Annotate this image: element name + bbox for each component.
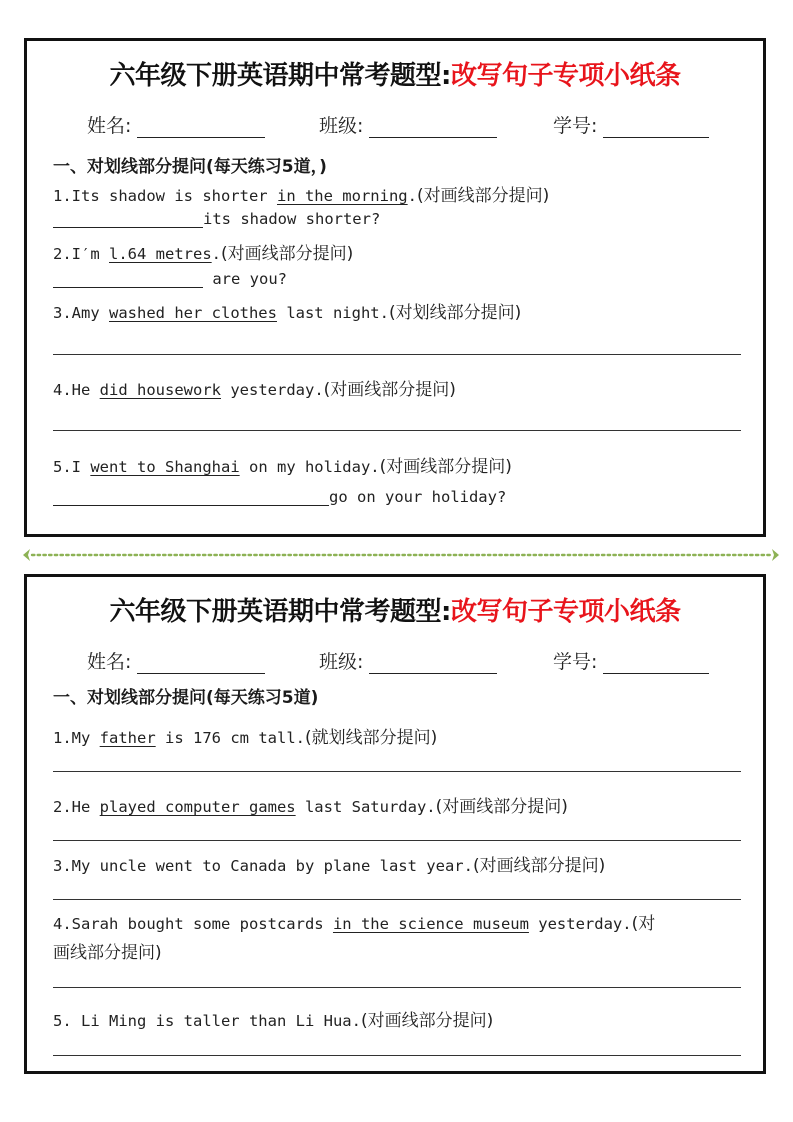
student-info-row bbox=[27, 111, 763, 137]
question-4-hint-cont: 画线部分提问) bbox=[53, 943, 162, 963]
question-hint: (对划线部分提问) bbox=[388, 303, 522, 323]
question-hint: (对画线部分提问) bbox=[323, 380, 456, 400]
section-heading: 一、对划线部分提问(每天练习5道) bbox=[53, 688, 319, 708]
number-label: 学号: bbox=[553, 115, 598, 137]
title-main: 六年级下册英语期中常考题型: bbox=[109, 597, 451, 627]
question-1: 1.My father is 176 cm tall.(就划线部分提问) bbox=[53, 728, 438, 748]
underlined-phrase: in the morning bbox=[276, 187, 408, 205]
answer-line-4[interactable] bbox=[53, 430, 741, 431]
number-label: 学号: bbox=[553, 651, 598, 673]
name-label: 姓名: bbox=[87, 651, 132, 673]
number-field[interactable] bbox=[553, 647, 709, 674]
question-hint: (对画线部分提问) bbox=[379, 457, 512, 477]
question-2: 2.I′m l.64 metres.(对画线部分提问) bbox=[53, 244, 354, 264]
underlined-phrase: l.64 metres bbox=[109, 245, 212, 263]
number-blank[interactable] bbox=[603, 117, 709, 138]
class-field[interactable] bbox=[319, 647, 497, 674]
name-label: 姓名: bbox=[87, 115, 132, 137]
section-heading: 一、对划线部分提问(每天练习5道，) bbox=[53, 157, 327, 177]
title-highlight: 改写句子专项小纸条 bbox=[450, 597, 681, 627]
answer-blank[interactable] bbox=[53, 487, 329, 506]
underlined-phrase: washed her clothes bbox=[109, 304, 277, 322]
question-hint: (对画线部分提问) bbox=[435, 797, 568, 817]
question-hint: (对画线部分提问) bbox=[472, 856, 606, 876]
class-blank[interactable] bbox=[369, 653, 497, 674]
student-info-row bbox=[27, 647, 763, 673]
question-hint: (对画线部分提问) bbox=[360, 1011, 494, 1031]
question-hint: (对 bbox=[631, 914, 656, 934]
question-5: 5. Li Ming is taller than Li Hua.(对画线部分提问) bbox=[53, 1011, 494, 1031]
answer-line-3[interactable] bbox=[53, 354, 741, 355]
answer-line-5[interactable]: go on your holiday? bbox=[53, 487, 506, 506]
name-blank[interactable] bbox=[137, 653, 265, 674]
question-hint: (对画线部分提问) bbox=[416, 186, 550, 206]
number-blank[interactable] bbox=[603, 653, 709, 674]
answer-line-2[interactable]: are you? bbox=[53, 269, 287, 288]
class-label: 班级: bbox=[319, 651, 364, 673]
answer-line-1[interactable] bbox=[53, 771, 741, 772]
question-4: 4.Sarah bought some postcards in the science museum yesterday.(对 bbox=[53, 914, 656, 934]
title-main: 六年级下册英语期中常考题型: bbox=[109, 61, 451, 91]
answer-line-1[interactable]: its shadow shorter? bbox=[53, 209, 380, 228]
title-highlight: 改写句子专项小纸条 bbox=[450, 61, 681, 91]
question-hint: (就划线部分提问) bbox=[304, 728, 438, 748]
question-5: 5.I went to Shanghai on my holiday.(对画线部分提问) bbox=[53, 457, 512, 477]
question-hint: (对画线部分提问) bbox=[221, 244, 354, 264]
arrow-left-icon bbox=[23, 549, 30, 561]
class-field[interactable] bbox=[319, 111, 497, 138]
underlined-phrase: played computer games bbox=[99, 798, 296, 816]
worksheet-card-2 bbox=[24, 574, 766, 1074]
class-blank[interactable] bbox=[369, 117, 497, 138]
worksheet-title bbox=[27, 591, 763, 628]
answer-line-5[interactable] bbox=[53, 1055, 741, 1056]
answer-line-4[interactable] bbox=[53, 987, 741, 988]
answer-blank[interactable] bbox=[53, 209, 203, 228]
class-label: 班级: bbox=[319, 115, 364, 137]
answer-line-2[interactable] bbox=[53, 840, 741, 841]
answer-blank[interactable] bbox=[53, 269, 203, 288]
question-3: 3.Amy washed her clothes last night.(对划线部分提问) bbox=[53, 303, 522, 323]
name-field[interactable] bbox=[87, 647, 265, 674]
worksheet-card-1 bbox=[24, 38, 766, 537]
underlined-phrase: in the science museum bbox=[332, 915, 529, 933]
name-field[interactable] bbox=[87, 111, 265, 138]
arrow-right-icon bbox=[772, 549, 779, 561]
name-blank[interactable] bbox=[137, 117, 265, 138]
underlined-phrase: went to Shanghai bbox=[90, 458, 240, 476]
question-4: 4.He did housework yesterday.(对画线部分提问) bbox=[53, 380, 456, 400]
question-2: 2.He played computer games last Saturday.(对画线部分提问) bbox=[53, 797, 568, 817]
worksheet-title bbox=[27, 55, 763, 92]
question-3: 3.My uncle went to Canada by plane last year.(对画线部分提问) bbox=[53, 856, 606, 876]
underlined-phrase: did housework bbox=[99, 381, 221, 399]
underlined-phrase: father bbox=[99, 729, 156, 747]
number-field[interactable] bbox=[553, 111, 709, 138]
cut-line-divider bbox=[22, 548, 780, 562]
question-1: 1.Its shadow is shorter in the morning.(对画线部分提问) bbox=[53, 186, 550, 206]
answer-line-3[interactable] bbox=[53, 899, 741, 900]
